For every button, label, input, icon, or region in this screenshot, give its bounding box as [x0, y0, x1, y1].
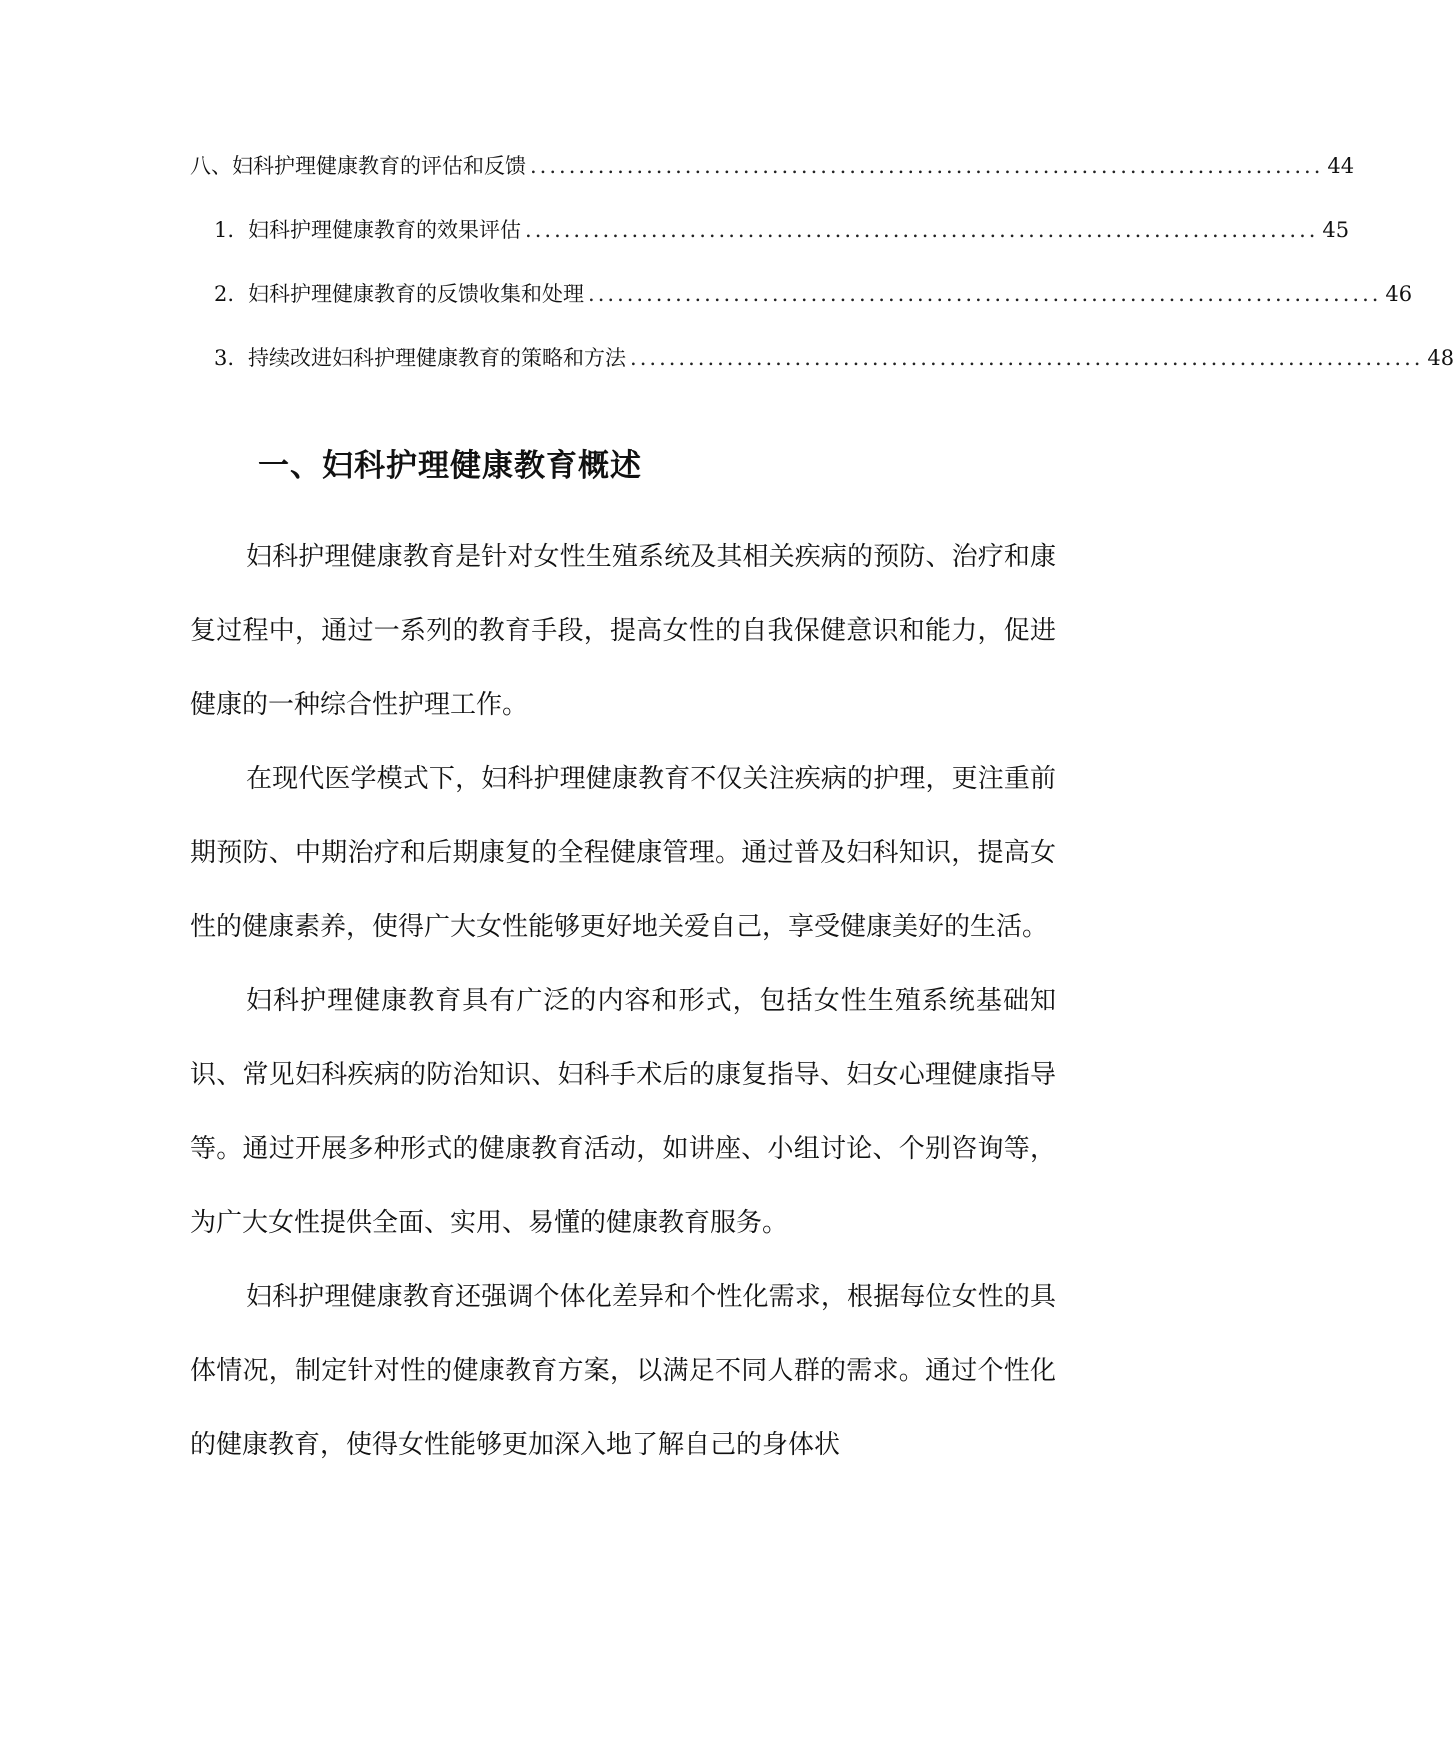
- toc-entry-number: 3.: [214, 346, 235, 370]
- toc-entry-title: 持续改进妇科护理健康教育的策略和方法: [248, 346, 627, 370]
- toc-dot-leader: ..................................................................................: [530, 154, 1324, 178]
- toc-entry-number: 2.: [214, 282, 235, 306]
- toc-entry-title: 妇科护理健康教育的效果评估: [248, 218, 522, 242]
- toc-entry-chapter-8[interactable]: [190, 150, 1355, 214]
- toc-entry-title: 八、妇科护理健康教育的评估和反馈: [190, 154, 526, 178]
- toc-entry-8-3[interactable]: [190, 342, 1454, 406]
- toc-page-number: 46: [1385, 282, 1413, 306]
- toc-entry-title: 妇科护理健康教育的反馈收集和处理: [248, 282, 585, 306]
- paragraph: 妇科护理健康教育具有广泛的内容和形式，包括女性生殖系统基础知识、常见妇科疾病的防治知识、妇科手术后的康复指导、妇女心理健康指导等。通过开展多种形式的健康教育活动，如讲座、小组讨论、个别咨询等，为广大女性提供全面、实用、易懂的健康教育服务。: [190, 986, 1056, 1238]
- toc-page-number: 44: [1327, 154, 1355, 178]
- toc-entry-8-1[interactable]: [190, 214, 1350, 278]
- paragraph: 妇科护理健康教育是针对女性生殖系统及其相关疾病的预防、治疗和康复过程中，通过一系列的教育手段，提高女性的自我保健意识和能力，促进健康的一种综合性护理工作。: [190, 542, 1056, 720]
- toc-entry-number: 1.: [214, 218, 235, 242]
- paragraph: 在现代医学模式下，妇科护理健康教育不仅关注疾病的护理，更注重前期预防、中期治疗和后期康复的全程健康管理。通过普及妇科知识，提高女性的健康素养，使得广大女性能够更好地关爱自己，享受健康美好的生活。: [190, 764, 1056, 942]
- paragraph: 妇科护理健康教育还强调个体化差异和个性化需求，根据每位女性的具体情况，制定针对性的健康教育方案，以满足不同人群的需求。通过个性化的健康教育，使得女性能够更加深入地了解自己的身体状: [190, 1282, 1056, 1460]
- toc-page-number: 45: [1322, 218, 1350, 242]
- body-text: [190, 520, 1056, 1482]
- table-of-contents: [190, 150, 1454, 406]
- section-heading: 一、妇科护理健康教育概述: [258, 448, 642, 484]
- toc-page-number: 48: [1427, 346, 1454, 370]
- toc-dot-leader: ..................................................................................: [588, 282, 1382, 306]
- toc-entry-8-2[interactable]: [190, 278, 1413, 342]
- toc-dot-leader: ..................................................................................: [525, 218, 1319, 242]
- toc-dot-leader: ..................................................................................: [630, 346, 1424, 370]
